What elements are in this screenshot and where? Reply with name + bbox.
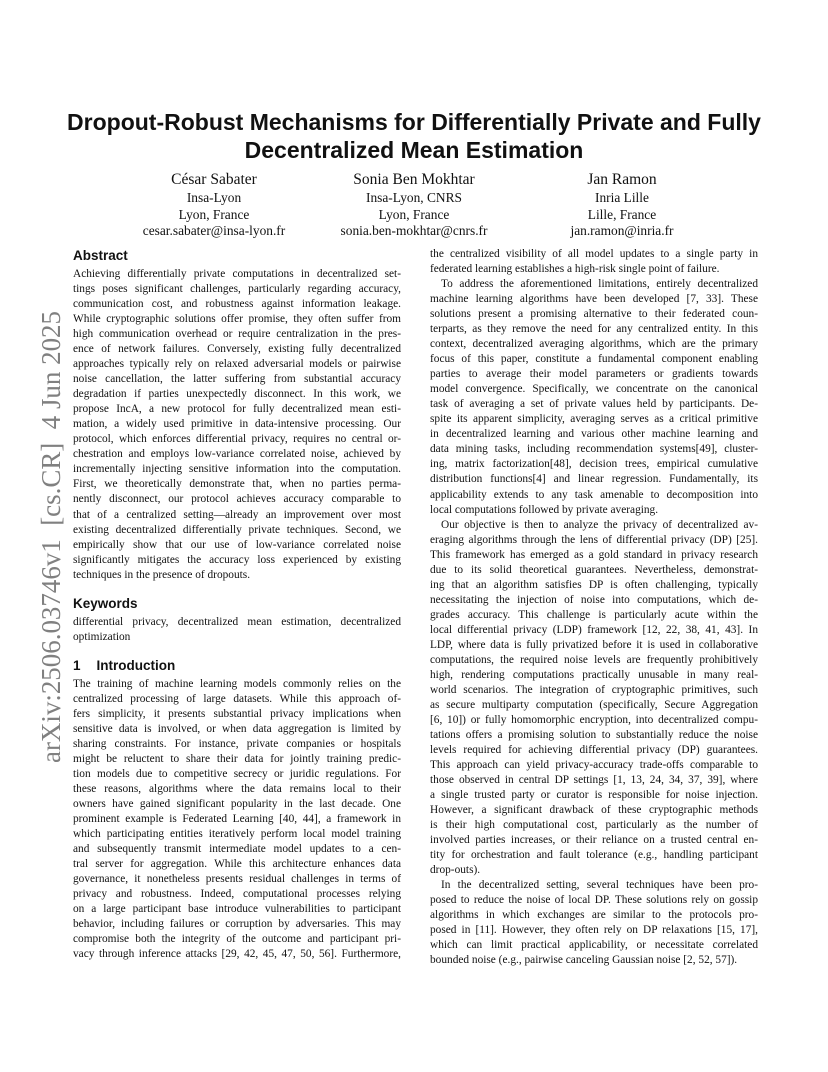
body-line: tity for orchestration and fault tolerance (e.g., handling participant bbox=[430, 849, 758, 862]
paragraph-1 bbox=[430, 247, 758, 277]
body-line: applicability extends to any task amenable to decomposition into bbox=[430, 488, 758, 501]
abstract-line: degradation if parties unexpectedly disconnect. In this work, we bbox=[73, 388, 401, 401]
intro-line: which participating entities iteratively perform local model training bbox=[73, 828, 401, 841]
abstract-line: incrementally injecting sensitive information into the computation. bbox=[73, 463, 401, 476]
abstract-line: that of a centralized setting—already an improvement over most bbox=[73, 508, 401, 521]
paragraph-3 bbox=[430, 518, 758, 879]
author-location: Lyon, France bbox=[378, 206, 450, 222]
abstract-line: propose IncA, a new protocol for fully decentralized mean esti- bbox=[73, 403, 401, 416]
body-line: parties to average their model parameters or gradients towards bbox=[430, 368, 758, 381]
arxiv-id-text: arXiv:2506.03746v1 [cs.CR] 4 Jun 2025 bbox=[36, 310, 66, 763]
abstract-line: ence of network failures. Conversely, existing fully decentralized bbox=[73, 343, 401, 356]
body-line: the centralized visibility of all model updates to a single party in bbox=[430, 248, 758, 260]
body-line: ing, matrix factorization[48], decision trees, empirical cumulative bbox=[430, 458, 758, 471]
keywords-line: differential privacy, decentralized mean estimation, decentralized bbox=[73, 615, 401, 628]
body-line: necessitating the injection of noise into computations, which de- bbox=[430, 593, 758, 606]
author-block-1 bbox=[104, 170, 324, 240]
body-line: local differential privacy (LDP) framework [12, 22, 38, 41, 43]. In bbox=[430, 623, 758, 636]
intro-line: might be reluctent to share their data for jointly training predic- bbox=[73, 752, 401, 765]
intro-line: The training of machine learning models commonly relies on the bbox=[73, 677, 401, 690]
body-line: focus of this paper, constitute a fundamental component enabling bbox=[430, 353, 758, 366]
author-block-2 bbox=[304, 170, 524, 240]
section-number: 1 bbox=[73, 657, 81, 673]
intro-line: sharing constraints. For instance, private companies or hospitals bbox=[73, 737, 401, 750]
body-line: posed to reduce the noise of local DP. These solutions rely on gossip bbox=[430, 894, 758, 907]
abstract-line: communication cost, and robustness against information leakage. bbox=[73, 298, 401, 311]
abstract-line: chestration and employs low-variance correlated noise, achieved by bbox=[73, 448, 401, 461]
body-line: ing that an algorithm satisfies DP is often challenging, typically bbox=[430, 578, 758, 591]
intro-line: on a large participant base introduce vulnerabilities to participant bbox=[73, 903, 401, 916]
left-column bbox=[73, 247, 401, 962]
body-line: This approach can yield privacy-accuracy trade-offs comparable to bbox=[430, 759, 758, 772]
body-line: tations offers a promising solution to substantially reduce the noise bbox=[430, 729, 758, 741]
abstract-line: tings poses significant challenges, particularly regarding accuracy, bbox=[73, 283, 401, 296]
introduction-heading bbox=[73, 657, 401, 674]
body-line: Our objective is then to analyze the privacy of decentralized av- bbox=[441, 518, 758, 531]
body-line: bounded noise (e.g., pairwise canceling Gaussian noise [2, 52, 57]). bbox=[430, 954, 738, 967]
section-title: Introduction bbox=[96, 657, 176, 673]
arxiv-identifier-stamp bbox=[14, 0, 64, 1072]
intro-line: these reasons, algorithms where the data remains local to their bbox=[73, 782, 401, 795]
body-line: terparts, as they remove the need for any centralized entity. In this bbox=[430, 323, 758, 336]
author-affiliation: Inria Lille bbox=[595, 190, 649, 205]
abstract-heading: Abstract bbox=[73, 248, 128, 263]
paragraph-2 bbox=[430, 277, 758, 518]
paper-title bbox=[60, 108, 768, 164]
body-line: This framework has emerged as a gold standard in privacy research bbox=[430, 548, 758, 561]
author-email: jan.ramon@inria.fr bbox=[570, 223, 674, 238]
title-line-1: Dropout-Robust Mechanisms for Differentially Private and Fully bbox=[67, 109, 761, 135]
abstract-line: First, we theoretically demonstrate that, when no parties perma- bbox=[73, 478, 401, 491]
body-line: those observed in central DP settings [1, 13, 24, 34, 37, 39], where bbox=[430, 774, 758, 787]
body-line: solutions present a promising alternative to their federated coun- bbox=[430, 308, 758, 321]
abstract-line: noise cancellation, the latter suffering from substantial accuracy bbox=[73, 373, 401, 386]
intro-line: governance, it nonetheless presents residual challenges in terms of bbox=[73, 873, 401, 886]
intro-line: tral server for aggregation. While this architecture enhances data bbox=[73, 858, 401, 871]
body-line: world scenarios. The integration of cryptographic primitives, such bbox=[430, 683, 758, 696]
intro-line: fers simplicity, it presents substantial privacy implications when bbox=[73, 707, 401, 720]
body-line: high, rendering computations practically unusable in many real- bbox=[430, 668, 758, 681]
intro-line: sensitive data is involved, or when data aggregation is limited by bbox=[73, 722, 401, 735]
intro-line: tion models due to competitive secrecy or juridic regulations. For bbox=[73, 767, 401, 780]
body-line: spite its apparent simplicity, averaging serves as a critical primitive bbox=[430, 413, 758, 426]
abstract-body bbox=[73, 267, 401, 583]
title-line-2: Decentralized Mean Estimation bbox=[244, 137, 584, 163]
body-line: a single trusted party or curator is responsible for noise injection. bbox=[430, 789, 758, 802]
intro-line: and subsequently transmit intermediate model updates to a cen- bbox=[73, 843, 401, 856]
body-line: local computations followed by private averaging. bbox=[430, 503, 659, 516]
body-line: due to its solid theoretical guarantees. Nevertheless, demonstrat- bbox=[430, 563, 758, 576]
body-line: [6, 10]) or fully homomorphic encryption, into decentralized compu- bbox=[430, 713, 758, 726]
body-line: data mining tasks, including recommendation systems[49], cluster- bbox=[430, 443, 758, 456]
author-block-3 bbox=[512, 170, 732, 240]
author-name: Jan Ramon bbox=[587, 171, 657, 188]
author-location: Lyon, France bbox=[178, 206, 250, 222]
author-location: Lille, France bbox=[587, 206, 657, 222]
body-line: context, decentralized averaging algorithms, which are the primary bbox=[430, 338, 758, 351]
author-email: cesar.sabater@insa-lyon.fr bbox=[142, 223, 286, 238]
author-affiliation: Insa-Lyon bbox=[186, 190, 242, 205]
body-line: machine learning algorithms have been developed [7, 33]. These bbox=[430, 293, 758, 306]
author-affiliation: Insa-Lyon, CNRS bbox=[366, 190, 462, 205]
intro-line: prominent example is Federated Learning [40, 44], a framework in bbox=[73, 813, 401, 825]
right-column bbox=[430, 247, 758, 969]
keywords-body bbox=[73, 615, 401, 645]
introduction-body bbox=[73, 677, 401, 963]
body-line: algorithms in which exchanges are similar to the protocols pro- bbox=[430, 909, 758, 922]
author-name: César Sabater bbox=[171, 171, 257, 188]
abstract-line: approaches typically rely on relaxed adversarial models or pairwise bbox=[73, 358, 401, 371]
body-line: task of averaging a set of private values held by participants. De- bbox=[430, 398, 758, 411]
abstract-line: high communication overhead or require centralization in the pres- bbox=[73, 328, 401, 341]
abstract-line: empirically show that our use of low-variance correlated noise bbox=[73, 538, 401, 551]
abstract-line: mation, a widely used primitive in data-intensive processing. Our bbox=[73, 418, 401, 431]
abstract-line: significantly mitigates the accuracy loss experienced by existing bbox=[73, 553, 401, 566]
body-line: levels required for achieving differential privacy (DP) guarantees. bbox=[430, 744, 758, 757]
intro-line: behavior, including failures or corruption by adversaries. This may bbox=[73, 918, 401, 931]
body-line: involved parties increases, or their reliance on a trusted central en- bbox=[430, 834, 758, 847]
body-line: However, a significant drawback of these cryptographic methods bbox=[430, 804, 758, 817]
body-line: LDP, where data is fully privatized before it is used in collaborative bbox=[430, 638, 758, 651]
abstract-line: nently disconnect, our protocol achieves accuracy comparable to bbox=[73, 493, 401, 506]
abstract-line: protocol, which enforces differential privacy, requires no central or- bbox=[73, 433, 401, 446]
body-line: posed in [11]. However, they often rely on DP relaxations [15, 17], bbox=[430, 924, 758, 937]
keywords-heading: Keywords bbox=[73, 595, 138, 611]
abstract-line: techniques in the presence of dropouts. bbox=[73, 568, 251, 581]
keywords-line: optimization bbox=[73, 630, 131, 643]
body-line: model convergence. Specifically, we concentrate on the canonical bbox=[430, 383, 758, 396]
intro-line: privacy and robustness. Indeed, computational processes relying bbox=[73, 888, 401, 901]
paragraph-4 bbox=[430, 878, 758, 968]
abstract-line: While cryptographic solutions offer promise, they often suffer from bbox=[73, 313, 401, 326]
body-line: federated learning establishes a high-risk single point of failure. bbox=[430, 263, 720, 276]
body-line: which can limit practical applicability, or necessitate correlated bbox=[430, 939, 758, 952]
intro-line: centralized processing of large datasets. While this approach of- bbox=[73, 692, 401, 705]
author-name: Sonia Ben Mokhtar bbox=[353, 171, 475, 188]
intro-line: owners have gained significant popularity in the last decade. One bbox=[73, 797, 401, 810]
intro-line: compromise both the integrity of the outcome and participant pri- bbox=[73, 933, 401, 946]
body-line: grades accuracy. This challenge is particularly acute within the bbox=[430, 608, 758, 621]
author-email: sonia.ben-mokhtar@cnrs.fr bbox=[340, 223, 488, 238]
abstract-line: existing decentralized differentially private techniques. Second, we bbox=[73, 523, 401, 536]
body-line: distribution functions[4] and linear regression. Fundamentally, its bbox=[430, 473, 758, 486]
body-line: drop-outs). bbox=[430, 864, 481, 877]
body-line: In the decentralized setting, several techniques have been pro- bbox=[441, 879, 758, 892]
body-line: in decentralized learning and various other machine learning and bbox=[430, 428, 758, 441]
body-line: computations, the required noise levels are frequently prohibitively bbox=[430, 653, 758, 666]
body-line: as secure multiparty computation (specifically, Secure Aggregation bbox=[430, 698, 758, 711]
abstract-line: Achieving differentially private computations in decentralized set- bbox=[73, 268, 401, 280]
body-line: eraging algorithms through the lens of differential privacy (DP) [25]. bbox=[430, 533, 758, 546]
intro-line: vacy through inference attacks [29, 42, 45, 47, 50, 56]. Furthermore, bbox=[73, 948, 401, 961]
body-line: is their high computational cost, particularly as the number of bbox=[430, 819, 758, 832]
body-line: To address the aforementioned limitations, entirely decentralized bbox=[441, 278, 758, 291]
